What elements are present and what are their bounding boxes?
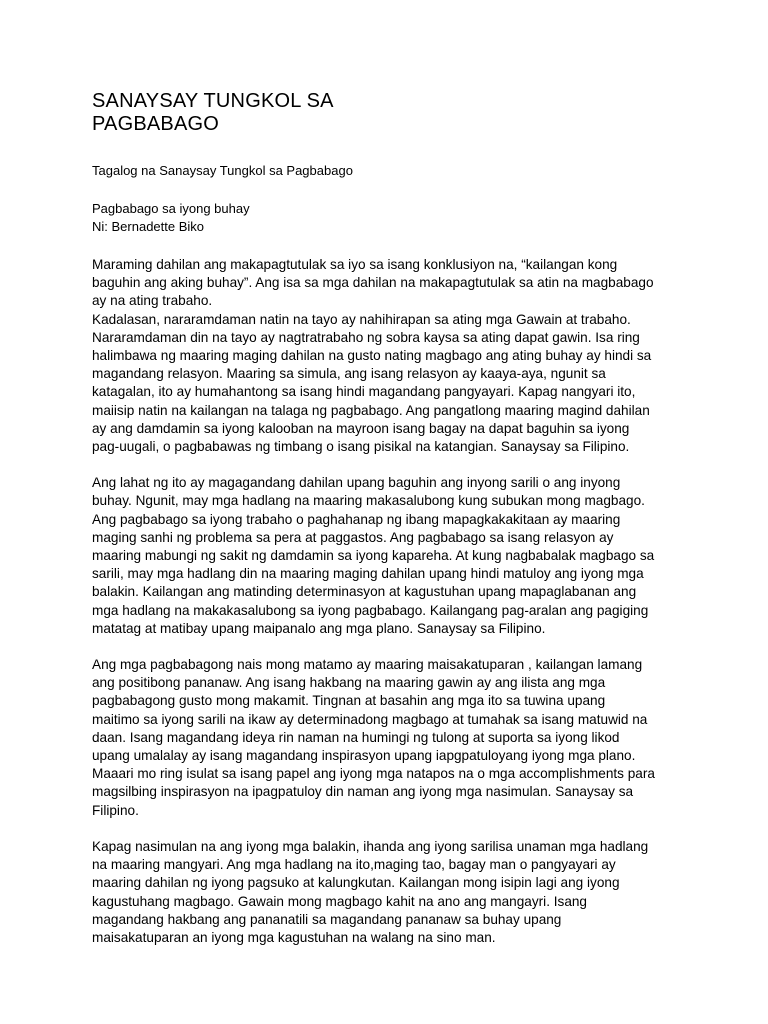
paragraph-line: na maaring mangyari. Ang mga hadlang na ito,maging tao, bagay man o pangyayari ay bbox=[92, 857, 616, 873]
paragraph-line: magandang relasyon. Maaring sa simula, ang isang relasyon ay kaaya-aya, ngunit sa bbox=[92, 366, 606, 382]
paragraph-line: Kadalasan, nararamdaman natin na tayo ay nahihirapan sa ating mga Gawain at trabaho. bbox=[92, 311, 631, 327]
paragraph-line: Filipino. bbox=[92, 802, 139, 818]
paragraph-line: daan. Isang magandang ideya rin naman na humingi ng tulong at suporta sa iyong likod bbox=[92, 729, 620, 745]
paragraph-line: halimbawa ng maaring maging dahilan na gusto nating magbago ang ating buhay ay hindi sa bbox=[92, 348, 652, 364]
article-heading: Pagbabago sa iyong buhay bbox=[92, 201, 250, 216]
paragraph-line: Maaari mo ring isulat sa isang papel ang iyong mga natapos na o mga accomplishments para bbox=[92, 766, 655, 782]
paragraph-3 bbox=[92, 656, 682, 820]
article-author: Ni: Bernadette Biko bbox=[92, 219, 205, 234]
article-body bbox=[92, 256, 682, 947]
paragraph-line: maiisip natin na kailangan na talaga ng pagbabago. Ang pangatlong maaring magind dahilan bbox=[92, 402, 650, 418]
paragraph-line: balakin. Kailangan ang matinding determinasyon at kagustuhan upang mapaglabanan ang bbox=[92, 584, 637, 600]
paragraph-2 bbox=[92, 474, 682, 638]
paragraph-4 bbox=[92, 838, 682, 947]
paragraph-line: magandang hakbang ang pananatili sa magandang pananaw sa buhay upang bbox=[92, 911, 562, 927]
paragraph-line: baguhin ang aking buhay”. Ang isa sa mga dahilan na makapagtutulak sa atin na magbabago bbox=[92, 275, 654, 291]
paragraph-line: maisakatuparan an iyong mga kagustuhan na walang na sino man. bbox=[92, 929, 496, 945]
paragraph-line: pag-uugali, o pagbabawas ng timbang o isang pisikal na katangian. Sanaysay sa Filipino. bbox=[92, 439, 630, 455]
paragraph-1 bbox=[92, 256, 682, 456]
paragraph-line: maaring mabungi ng sakit ng damdamin sa iyong kapareha. At kung nagbabalak magbago sa bbox=[92, 548, 655, 564]
document-title bbox=[92, 90, 682, 136]
paragraph-line: ang positibong pananaw. Ang isang hakbang na maaring gawin ay ang ilista ang mga bbox=[92, 675, 606, 691]
paragraph-line: buhay. Ngunit, may mga hadlang na maaring makasalubong kung subukan mong magbago. bbox=[92, 493, 645, 509]
paragraph-line: maaring dahilan ng iyong pagsuko at kalungkutan. Kailangan mong isipin lagi ang iyong bbox=[92, 875, 620, 891]
paragraph-line: mga hadlang na makakasalubong sa iyong pagbabago. Kailangang pag-aralan ang pagiging bbox=[92, 602, 649, 618]
paragraph-line: Ang mga pagbabagong nais mong matamo ay maaring maisakatuparan , kailangan lamang bbox=[92, 657, 643, 673]
paragraph-line: maitimo sa iyong sarili na ikaw ay determinadong magbago at tumahak sa isang matuwid na bbox=[92, 711, 648, 727]
title-line-2: PAGBABAGO bbox=[92, 113, 220, 135]
paragraph-line: sarili, may mga hadlang din na maaring maging dahilan upang hindi matuloy ang iyong mga bbox=[92, 566, 644, 582]
paragraph-line: Maraming dahilan ang makapagtutulak sa iyo sa isang konklusiyon na, “kailangan kong bbox=[92, 257, 618, 272]
paragraph-line: magsilbing inspirasyon na ipagpatuloy din naman ang iyong mga nasimulan. Sanaysay sa bbox=[92, 784, 634, 800]
paragraph-line: kagustuhang magbago. Gawain mong magbago kahit na ano ang mangayri. Isang bbox=[92, 893, 587, 909]
article-meta bbox=[92, 200, 682, 236]
paragraph-line: maging sanhi ng problema sa pera at paggastos. Ang pagbabago sa isang relasyon ay bbox=[92, 529, 614, 545]
title-line-1: SANAYSAY TUNGKOL SA bbox=[92, 90, 334, 112]
paragraph-line: pagbabagong gusto mong makamit. Tingnan at basahin ang mga ito sa tuwina upang bbox=[92, 693, 606, 709]
paragraph-line: Ang lahat ng ito ay magagandang dahilan upang baguhin ang inyong sarili o ang inyong bbox=[92, 475, 621, 491]
document-page bbox=[92, 90, 682, 965]
paragraph-line: Kapag nasimulan na ang iyong mga balakin, ihanda ang iyong sarilisa unaman mga hadlang bbox=[92, 838, 649, 854]
paragraph-line: upang umalalay ay isang magandang inspirasyon upang iapgpatuloyang iyong mga plano. bbox=[92, 748, 636, 764]
paragraph-line: ay na ating trabaho. bbox=[92, 293, 213, 309]
paragraph-line: Ang pagbabago sa iyong trabaho o paghahanap ng ibang mapagkakakitaan ay maaring bbox=[92, 511, 621, 527]
paragraph-line: ay ang damdamin sa iyong kalooban na mayroon isang bagay na dapat baguhin sa iyong bbox=[92, 420, 630, 436]
paragraph-line: matatag at matibay upang maipanalo ang mga plano. Sanaysay sa Filipino. bbox=[92, 620, 546, 636]
document-subtitle: Tagalog na Sanaysay Tungkol sa Pagbabago bbox=[92, 163, 353, 178]
paragraph-line: Nararamdaman din na tayo ay nagtratrabaho ng sobra kaysa sa ating dapat gawin. Isa ring bbox=[92, 329, 640, 345]
paragraph-line: katagalan, ito ay humahantong sa isang hindi magandang pangyayari. Kapag nangyari ito, bbox=[92, 384, 636, 400]
